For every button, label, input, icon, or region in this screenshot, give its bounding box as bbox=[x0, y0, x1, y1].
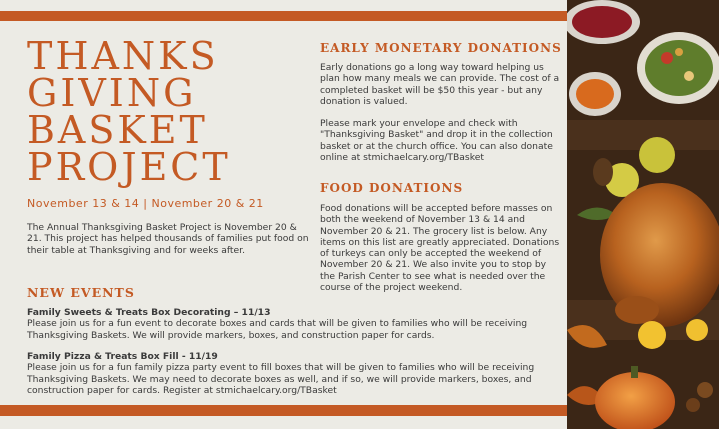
early-donations-section bbox=[320, 62, 560, 174]
event-dates: November 13 & 14 | November 20 & 21 bbox=[27, 197, 264, 210]
event-item bbox=[27, 351, 547, 396]
top-accent-bar bbox=[0, 11, 567, 21]
early-donations-paragraph-1: Early donations go a long way toward helping us plan how many meals we can provide. The cost of a completed basket will be $50 this year - but any donation is valued. bbox=[320, 62, 560, 107]
early-donations-paragraph-2: Please mark your envelope and check with "Thanksgiving Basket" and drop it in the collection basket or at the church office. You can also donate online at stmichaelcary.org/TBasket bbox=[320, 118, 553, 164]
event-description: Please join us for a fun event to decorate boxes and cards that will be given to families who will be receiving Thanksgiving Baskets. We will provide markers, boxes, and construction paper for cards. bbox=[27, 318, 528, 341]
event-description: Please join us for a fun family pizza party event to fill boxes that will be given to families who will be receiving Thanksgiving Baskets. We may need to decorate boxes as well, and if so, we will provide markers, boxes, and construction paper for cards. Register at stmichaelcary.org/TBasket bbox=[27, 362, 535, 396]
intro-text: The Annual Thanksgiving Basket Project is November 20 & 21. This project has helped thousands of families put food on their table at Thanksgiving and for weeks after. bbox=[27, 222, 309, 256]
bottom-accent-bar bbox=[0, 405, 567, 416]
new-events-heading: NEW EVENTS bbox=[27, 285, 135, 300]
early-donations-heading: EARLY MONETARY DONATIONS bbox=[320, 41, 562, 55]
food-donations-paragraph: Food donations will be accepted before masses on both the weekend of November 13 & 14 and November 20 & 21. The grocery list is below. Any items on this list are greatly appreciated. Donations of turkeys can only be accepted the weekend of November 20 & 21. We also invite you to stop by the Parish Center to see what is needed over the course of the project weekend. bbox=[320, 203, 560, 294]
event-title: Family Pizza & Treats Box Fill - 11/19 bbox=[27, 351, 218, 362]
food-donations-section bbox=[320, 203, 560, 304]
event-title: Family Sweets & Treats Box Decorating – 11/13 bbox=[27, 307, 271, 318]
thanksgiving-feast-photo bbox=[567, 0, 719, 429]
page-title: THANKS GIVING BASKET PROJECT bbox=[27, 34, 231, 189]
food-donations-heading: FOOD DONATIONS bbox=[320, 181, 464, 195]
event-item bbox=[27, 307, 547, 341]
